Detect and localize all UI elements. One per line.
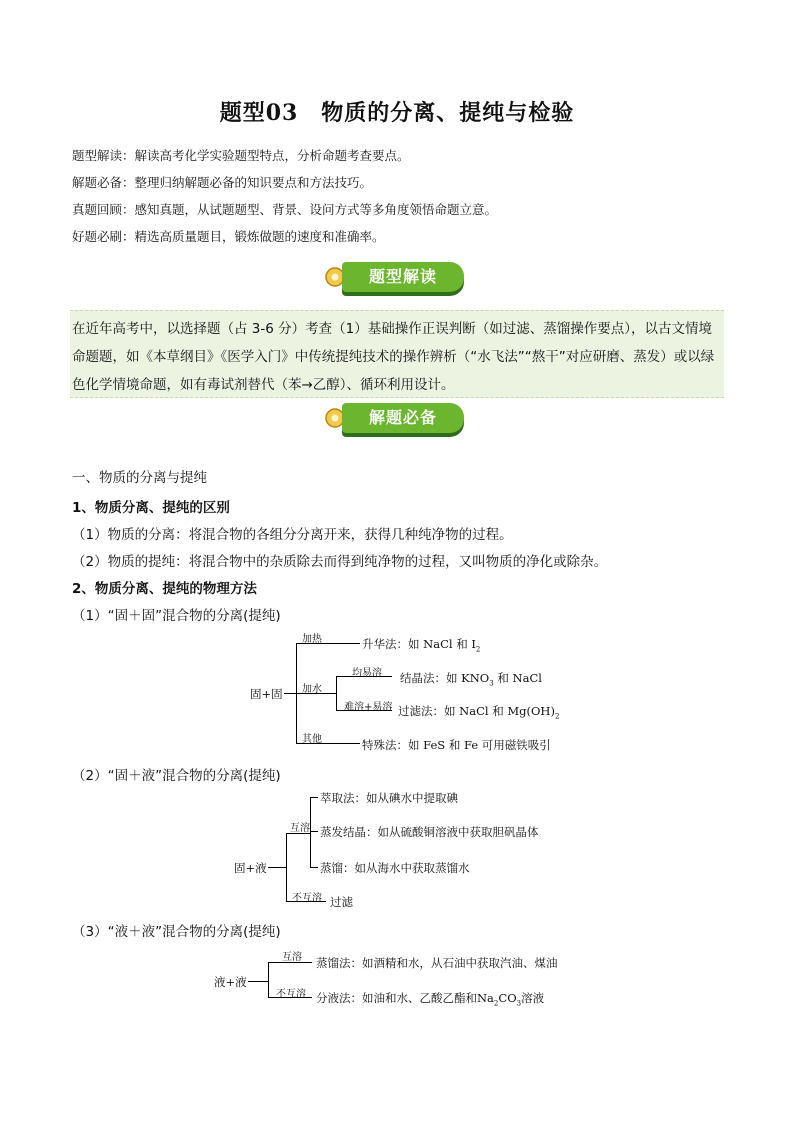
branch-label: 难溶+易溶 bbox=[344, 702, 393, 713]
method-text: 萃取法：如从碘水中提取碘 bbox=[320, 791, 458, 805]
method-text: 蒸馏：如从海水中获取蒸馏水 bbox=[320, 861, 470, 875]
method-text: 过滤 bbox=[330, 895, 353, 909]
section-banner-interpretation: 题型解读 bbox=[334, 260, 466, 298]
branch-label: 不互溶 bbox=[276, 989, 306, 1000]
branch-label: 不互溶 bbox=[292, 893, 322, 904]
intro-line: 解题必备：整理归纳解题必备的知识要点和方法技巧。 bbox=[72, 175, 373, 190]
section-banner-essentials: 解题必备 bbox=[334, 401, 466, 439]
method-text: 分液法：如油和水、乙酸乙酯和$Na_2CO_3$溶液 bbox=[316, 991, 545, 1008]
diagram-caption: （1）“固＋固”混合物的分离(提纯) bbox=[72, 608, 281, 624]
paragraph: （1）物质的分离：将混合物的各组分分离开来，获得几种纯净物的过程。 bbox=[72, 527, 513, 543]
page-title: 题型03 物质的分离、提纯与检验 bbox=[219, 100, 575, 126]
interpretation-text: 在近年高考中，以选择题（占 3-6 分）考查（1）基础操作正误判断（如过滤、蒸馏操作要点），以古文情境命题题，如《本草纲目》《医学入门》中传统提纯技术的操作辨析（“水飞法”“熬干”对应研磨、蒸发）或以绿色化学情境命题，如有毒试剂替代（苯→乙醇）、循环利用设计。 bbox=[72, 321, 715, 393]
method-text: 蒸发结晶：如从硫酸铜溶液中获取胆矾晶体 bbox=[320, 825, 539, 839]
diagram-root: 固+液 bbox=[234, 861, 267, 875]
intro-line: 真题回顾：感知真题，从试题题型、背景、设问方式等多角度领悟命题立意。 bbox=[72, 202, 498, 217]
section-heading: 一、物质的分离与提纯 bbox=[72, 470, 207, 486]
paragraph: （2）物质的提纯：将混合物中的杂质除去而得到纯净物的过程，又叫物质的净化或除杂。 bbox=[72, 554, 608, 570]
intro-line: 题型解读：解读高考化学实验题型特点，分析命题考查要点。 bbox=[72, 148, 410, 163]
intro-line: 好题必刷：精选高质量题目，锻炼做题的速度和准确率。 bbox=[72, 229, 385, 244]
branch-label: 其他 bbox=[302, 734, 322, 745]
diagram-root: 液+液 bbox=[214, 975, 247, 989]
method-text: 过滤法：如 NaCl 和 $Mg(OH)_2$ bbox=[398, 704, 560, 721]
diagram-caption: （3）“液＋液”混合物的分离(提纯) bbox=[72, 924, 281, 940]
method-text: 蒸馏法：如酒精和水，从石油中获取汽油、煤油 bbox=[316, 956, 558, 970]
method-text: 升华法：如 NaCl 和 $I_2$ bbox=[362, 637, 481, 654]
branch-label: 互溶 bbox=[290, 823, 310, 834]
subheading: 1、物质分离、提纯的区别 bbox=[72, 500, 230, 516]
method-text: 特殊法：如 FeS 和 Fe 可用磁铁吸引 bbox=[362, 738, 551, 752]
branch-label: 加热 bbox=[302, 634, 322, 645]
method-text: 结晶法：如 $KNO_3$ 和 NaCl bbox=[400, 671, 542, 688]
diagram-caption: （2）“固＋液”混合物的分离(提纯) bbox=[72, 768, 281, 784]
branch-label: 均易溶 bbox=[352, 668, 382, 679]
branch-label: 互溶 bbox=[282, 952, 302, 963]
diagram-root: 固+固 bbox=[250, 687, 283, 701]
subheading: 2、物质分离、提纯的物理方法 bbox=[72, 581, 257, 597]
branch-label: 加水 bbox=[302, 684, 322, 695]
